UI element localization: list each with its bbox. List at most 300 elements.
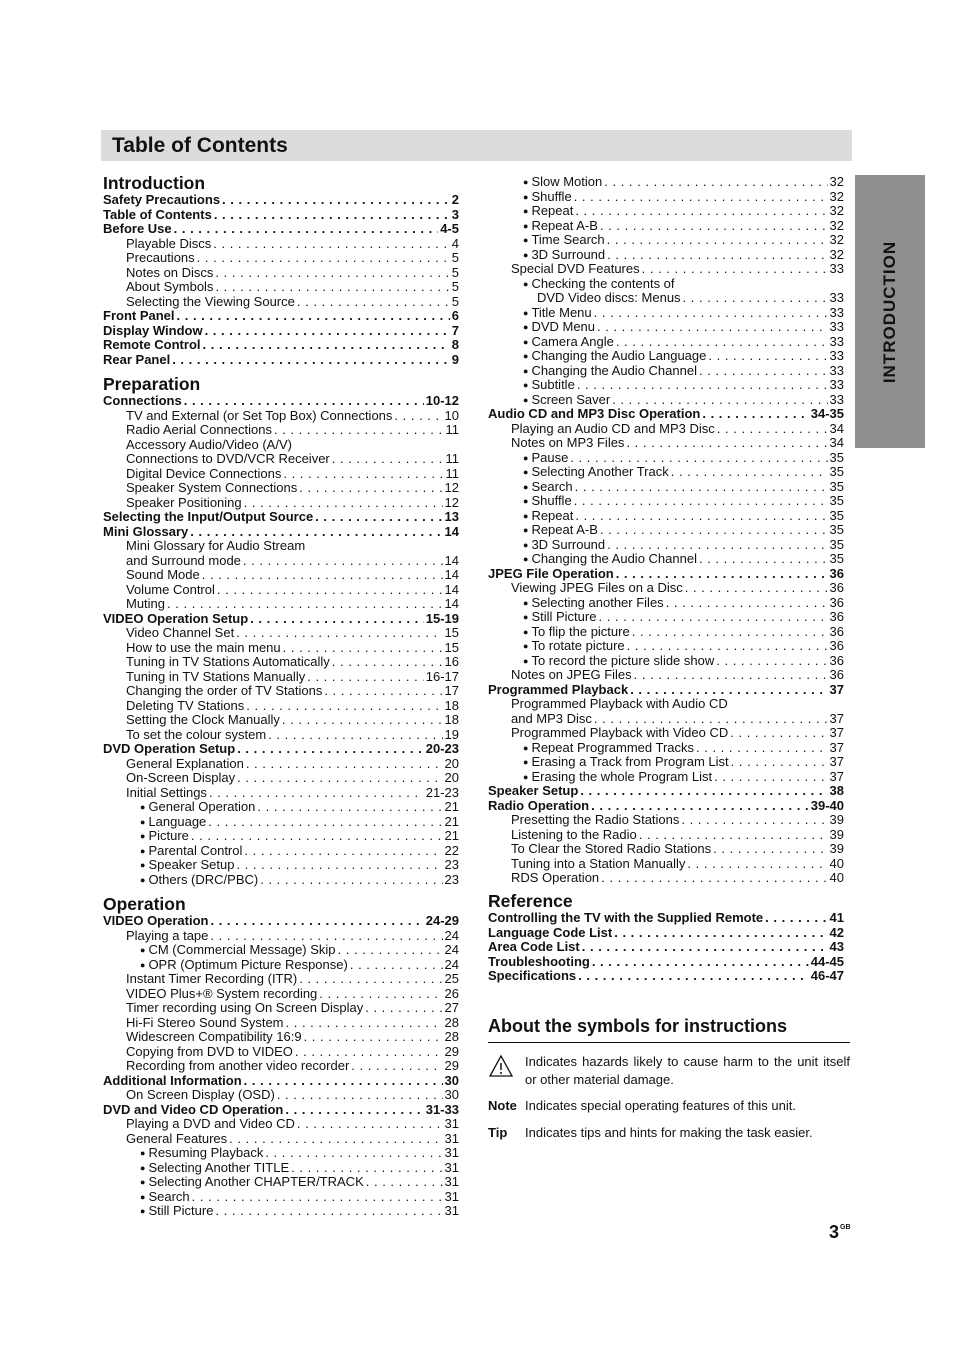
toc-entry-page: 34	[829, 436, 844, 450]
toc-entry-page: 20	[444, 756, 459, 771]
dot-leader	[192, 1190, 443, 1205]
toc-entry	[103, 539, 459, 554]
toc-entry-page: 28	[444, 1030, 459, 1044]
dot-leader	[197, 251, 450, 266]
toc-entry	[488, 726, 844, 741]
toc-entry	[103, 568, 459, 583]
toc-entry-label: Mini Glossary	[103, 524, 189, 539]
toc-entry-page: 31	[444, 1146, 459, 1160]
toc-entry-page: 21	[444, 829, 459, 843]
toc-entry-page: 21	[444, 800, 459, 814]
toc-entry-page: 24-29	[425, 914, 459, 928]
toc-entry	[103, 844, 459, 859]
toc-entry-label: ● Selecting another Files	[523, 596, 664, 611]
dot-leader	[575, 509, 827, 524]
toc-entry-label: Notes on MP3 Files	[511, 436, 625, 450]
toc-entry	[103, 394, 459, 409]
toc-entry	[488, 567, 844, 582]
dot-leader	[285, 1103, 423, 1118]
toc-entry	[488, 654, 844, 669]
dot-leader	[394, 409, 442, 424]
toc-entry	[488, 969, 844, 984]
toc-entry-label: ● Speaker Setup	[140, 858, 234, 873]
toc-entry-label: and Surround mode	[126, 553, 241, 568]
toc-entry-label: Programmed Playback with Audio CD	[511, 697, 728, 711]
dot-leader	[297, 295, 450, 310]
dot-leader	[282, 713, 443, 728]
dot-leader	[236, 858, 442, 873]
toc-entry	[488, 436, 844, 451]
dot-leader	[209, 786, 424, 801]
toc-entry	[103, 786, 459, 801]
page-title: Table of Contents	[112, 134, 288, 157]
toc-entry-page: 12	[444, 481, 459, 495]
dot-leader	[614, 926, 827, 941]
page-number-value: 3	[829, 1222, 840, 1242]
toc-entry-page: 36	[829, 668, 844, 682]
toc-entry	[103, 324, 459, 339]
dot-leader	[594, 712, 828, 727]
toc-entry-page: 31-33	[425, 1102, 459, 1117]
toc-entry-page: 9	[451, 352, 459, 367]
toc-entry	[103, 237, 459, 252]
dot-leader	[210, 914, 423, 929]
toc-entry-page: 14	[444, 524, 459, 539]
side-tab-label: INTRODUCTION	[880, 240, 899, 383]
dot-leader	[304, 1030, 443, 1045]
toc-entry-label: Programmed Playback	[488, 682, 629, 697]
toc-entry-label: ● Selecting Another TITLE	[140, 1161, 289, 1176]
toc-entry	[103, 684, 459, 699]
toc-entry-label: ● To rotate picture	[523, 639, 625, 654]
toc-entry-page: 33	[829, 320, 844, 334]
toc-entry	[488, 955, 844, 970]
toc-entry-page: 42	[829, 925, 844, 940]
dot-leader	[297, 1117, 443, 1132]
toc-entry	[103, 525, 459, 540]
toc-entry-page: 5	[451, 294, 459, 309]
toc-entry-label: ● Time Search	[523, 233, 605, 248]
dot-leader	[250, 612, 424, 627]
toc-entry-page: 31	[444, 1131, 459, 1146]
toc-entry-label: JPEG File Operation	[488, 566, 614, 581]
dot-leader	[217, 583, 443, 598]
toc-entry-page: 39	[829, 813, 844, 827]
toc-entry-label: ● Repeat	[523, 509, 573, 524]
toc-entry-page: 39-40	[810, 798, 844, 813]
toc-entry	[488, 219, 844, 234]
toc-entry-page: 24	[444, 943, 459, 957]
dot-leader	[685, 581, 828, 596]
toc-entry-page: 4-5	[440, 222, 459, 236]
toc-entry-label: Precautions	[126, 251, 195, 265]
toc-entry	[103, 222, 459, 237]
dot-leader	[765, 911, 827, 926]
dot-leader	[299, 972, 442, 987]
toc-entry	[488, 697, 844, 712]
toc-entry-page: 35	[829, 552, 844, 566]
toc-entry-label: Radio Aerial Connections	[126, 423, 272, 437]
toc-entry-page: 15	[444, 640, 459, 655]
dot-leader	[730, 726, 827, 741]
toc-entry	[103, 353, 459, 368]
dot-leader	[257, 800, 442, 815]
toc-entry-label: Changing the order of TV Stations	[126, 684, 323, 698]
dot-leader	[580, 784, 827, 799]
dot-leader	[577, 378, 828, 393]
toc-entry-page: 35	[829, 450, 844, 465]
toc-entry-page: 20	[444, 771, 459, 785]
dot-leader	[244, 496, 443, 511]
toc-entry-label: Connections	[103, 394, 182, 408]
toc-entry	[103, 873, 459, 888]
toc-entry-page: 35	[829, 508, 844, 523]
toc-entry-label: General Features	[126, 1131, 228, 1146]
toc-entry-label: Playing an Audio CD and MP3 Disc	[511, 421, 715, 436]
toc-entry-page: 4	[451, 236, 459, 251]
toc-entry-page: 34-35	[810, 407, 844, 421]
toc-entry-label: Connections to DVD/VCR Receiver	[126, 452, 330, 466]
toc-entry-label: ● Erasing the whole Program List	[523, 770, 712, 785]
toc-entry-page: 15	[444, 626, 459, 640]
toc-entry-label: ● Camera Angle	[523, 335, 614, 350]
toc-entry	[103, 626, 459, 641]
toc-entry-page: 18	[444, 713, 459, 727]
toc-entry-page: 20-23	[425, 742, 459, 756]
toc-entry-label: ● Still Picture	[140, 1204, 213, 1219]
toc-entry-page: 27	[444, 1001, 459, 1015]
dot-leader	[243, 554, 443, 569]
toc-entry-page: 32	[829, 175, 844, 189]
toc-entry-label: General Explanation	[126, 756, 244, 771]
toc-section	[103, 173, 459, 367]
dot-leader	[315, 510, 442, 525]
dot-leader	[268, 728, 442, 743]
toc-entry-label: ● Changing the Audio Language	[523, 349, 706, 364]
toc-entry-label: Sound Mode	[126, 568, 200, 582]
toc-entry	[488, 422, 844, 437]
toc-entry-label: ● Repeat A-B	[523, 219, 598, 234]
dot-leader	[592, 955, 809, 970]
toc-entry	[488, 248, 844, 263]
toc-entry	[488, 349, 844, 364]
toc-entry-label: ● Slow Motion	[523, 175, 602, 190]
toc-section	[103, 894, 459, 1219]
toc-entry-page: 32	[829, 189, 844, 204]
dot-leader	[277, 1088, 443, 1103]
dot-leader	[291, 1161, 442, 1176]
dot-leader	[246, 699, 442, 714]
dot-leader	[229, 1132, 442, 1147]
toc-entry	[488, 581, 844, 596]
toc-entry-page: 35	[829, 494, 844, 508]
toc-entry-label: DVD and Video CD Operation	[103, 1102, 284, 1117]
section-heading: Operation	[103, 894, 186, 914]
toc-entry-label: Notes on JPEG Files	[511, 668, 632, 682]
toc-entry-page: 43	[829, 940, 844, 954]
toc-entry-label: Volume Control	[126, 582, 215, 597]
toc-entry-page: 29	[444, 1044, 459, 1059]
tip-text: Indicates tips and hints for making the task easier.	[525, 1125, 813, 1140]
toc-entry	[488, 610, 844, 625]
toc-entry-label: Deleting TV Stations	[126, 698, 245, 713]
toc-entry-label: ● Still Picture	[523, 610, 596, 625]
toc-entry-label: Remote Control	[103, 338, 201, 352]
toc-entry-label: ● CM (Commercial Message) Skip	[140, 943, 336, 958]
toc-entry	[103, 251, 459, 266]
toc-entry	[488, 741, 844, 756]
toc-entry	[103, 1059, 459, 1074]
dot-leader	[244, 844, 442, 859]
toc-entry	[488, 320, 844, 335]
dot-leader	[332, 452, 444, 467]
dot-leader	[598, 610, 827, 625]
toc-entry-label: ● Pause	[523, 451, 568, 466]
toc-entry-page: 25	[444, 972, 459, 986]
toc-entry	[488, 828, 844, 843]
toc-entry	[488, 842, 844, 857]
toc-entry-label: Specifications	[488, 969, 577, 983]
toc-entry-label: DVD Video discs: Menus	[537, 291, 681, 305]
toc-entry-page: 33	[829, 305, 844, 320]
toc-entry-label: Selecting the Input/Output Source	[103, 510, 314, 524]
toc-entry-page: 5	[451, 265, 459, 280]
toc-entry	[488, 712, 844, 727]
toc-entry	[103, 193, 459, 208]
toc-entry-label: Digital Device Connections	[126, 466, 282, 481]
toc-entry-label: Recording from another video recorder	[126, 1059, 350, 1073]
toc-entry	[103, 1016, 459, 1031]
toc-entry	[488, 940, 844, 955]
toc-entry-label: Tuning in TV Stations Manually	[126, 669, 306, 684]
dot-leader	[184, 394, 424, 409]
dot-leader	[582, 940, 828, 955]
toc-entry	[103, 699, 459, 714]
toc-entry-label: ● Selecting Another CHAPTER/TRACK	[140, 1175, 364, 1190]
dot-leader	[574, 494, 828, 509]
toc-entry	[488, 335, 844, 350]
toc-entry-label: Muting	[126, 597, 166, 611]
dot-leader	[607, 233, 828, 248]
toc-entry-page: 5	[451, 251, 459, 265]
toc-entry	[103, 208, 459, 223]
dot-leader	[214, 208, 450, 223]
toc-entry	[488, 277, 844, 292]
toc-entry	[103, 858, 459, 873]
toc-entry-page: 37	[829, 740, 844, 755]
toc-entry-page: 33	[829, 378, 844, 392]
dot-leader	[332, 655, 443, 670]
dot-leader	[338, 943, 443, 958]
toc-entry-label: ● Others (DRC/PBC)	[140, 873, 258, 888]
toc-entry-label: Display Window	[103, 323, 203, 338]
dot-leader	[237, 771, 442, 786]
toc-entry-label: ● To flip the picture	[523, 625, 630, 640]
toc-entry-label: ● DVD Menu	[523, 320, 595, 335]
toc-entry-label: ● 3D Surround	[523, 538, 605, 553]
toc-entry-label: Audio CD and MP3 Disc Operation	[488, 407, 701, 421]
dot-leader	[607, 538, 827, 553]
toc-entry	[488, 451, 844, 466]
toc-entry-page: 19	[444, 727, 459, 742]
note-key: Note	[488, 1098, 517, 1113]
dot-leader	[307, 539, 457, 554]
toc-entry-page: 40	[829, 871, 844, 885]
toc-entry-label: ● OPR (Optimum Picture Response)	[140, 958, 348, 973]
toc-entry-page: 37	[829, 682, 844, 697]
toc-entry	[103, 1175, 459, 1190]
toc-entry-label: VIDEO Operation Setup	[103, 611, 249, 626]
toc-entry-label: Speaker Positioning	[126, 495, 242, 510]
toc-entry	[488, 596, 844, 611]
dot-leader	[666, 596, 828, 611]
dot-leader	[190, 525, 442, 540]
toc-entry-label: ● Repeat Programmed Tracks	[523, 741, 694, 756]
toc-entry-label: Tuning in TV Stations Automatically	[126, 655, 330, 669]
toc-entry	[488, 233, 844, 248]
toc-entry	[103, 914, 459, 929]
dot-leader	[294, 438, 457, 453]
toc-entry-page: 37	[829, 711, 844, 726]
toc-entry	[103, 757, 459, 772]
toc-entry	[488, 668, 844, 683]
toc-entry-label: ● Repeat A-B	[523, 523, 598, 538]
toc-entry	[103, 1117, 459, 1132]
section-heading: Preparation	[103, 374, 201, 394]
toc-entry	[488, 306, 844, 321]
toc-entry	[488, 770, 844, 785]
toc-entry	[103, 510, 459, 525]
toc-entry-page: 32	[829, 204, 844, 218]
toc-entry-label: Viewing JPEG Files on a Disc	[511, 581, 683, 595]
toc-entry-label: Widescreen Compatibility 16:9	[126, 1030, 302, 1044]
dot-leader	[591, 799, 809, 814]
toc-entry	[103, 309, 459, 324]
toc-left-column	[103, 173, 459, 1226]
toc-entry-page: 16	[444, 655, 459, 669]
toc-section	[103, 374, 459, 887]
dot-leader	[208, 815, 442, 830]
toc-entry-label: ● Resuming Playback	[140, 1146, 263, 1161]
toc-entry	[103, 1088, 459, 1103]
note-row	[488, 1097, 850, 1115]
toc-entry	[488, 393, 844, 408]
toc-entry	[103, 438, 459, 453]
toc-entry-label: Rear Panel	[103, 352, 171, 367]
dot-leader	[366, 1175, 443, 1190]
toc-entry	[103, 266, 459, 281]
toc-entry-page: 33	[829, 334, 844, 349]
dot-leader	[210, 929, 442, 944]
toc-entry	[488, 190, 844, 205]
toc-entry-label: ● Search	[523, 480, 573, 495]
toc-entry	[103, 1103, 459, 1118]
toc-entry-label: Language Code List	[488, 925, 613, 940]
toc-entry-page: 22	[444, 843, 459, 858]
toc-entry	[103, 583, 459, 598]
toc-entry-page: 14	[444, 553, 459, 568]
dot-leader	[594, 306, 828, 321]
toc-entry-page: 21	[444, 814, 459, 829]
toc-entry-page: 11	[445, 452, 459, 466]
toc-entry-label: Accessory Audio/Video (A/V)	[126, 437, 292, 452]
toc-entry	[488, 175, 844, 190]
toc-entry	[103, 829, 459, 844]
dot-leader	[575, 480, 828, 495]
toc-entry	[103, 771, 459, 786]
toc-entry-page: 2	[451, 193, 459, 207]
dot-leader	[205, 324, 450, 339]
toc-entry-page: 14	[444, 582, 459, 597]
dot-leader	[716, 654, 827, 669]
dot-leader	[642, 262, 828, 277]
toc-entry-label: Radio Operation	[488, 798, 590, 813]
toc-entry	[103, 496, 459, 511]
toc-entry-page: 44-45	[810, 954, 844, 969]
dot-leader	[574, 190, 828, 205]
toc-entry-page: 7	[451, 323, 459, 338]
toc-entry-label: ● Title Menu	[523, 306, 592, 321]
toc-entry-page: 31	[444, 1175, 459, 1189]
toc-entry-label: ● Changing the Audio Channel	[523, 552, 697, 567]
toc-entry-page: 37	[829, 769, 844, 784]
toc-entry-page: 34	[829, 421, 844, 436]
dot-leader	[677, 277, 842, 292]
toc-entry	[103, 1204, 459, 1219]
toc-entry-page: 35	[829, 523, 844, 537]
toc-entry-page: 15-19	[425, 611, 459, 626]
toc-entry-page: 39	[829, 842, 844, 856]
toc-entry-label: On-Screen Display	[126, 771, 236, 785]
toc-entry	[103, 554, 459, 569]
toc-entry-label: Presetting the Radio Stations	[511, 813, 680, 827]
dot-leader	[731, 755, 828, 770]
toc-entry	[488, 552, 844, 567]
toc-entry	[488, 291, 844, 306]
toc-entry	[103, 467, 459, 482]
dot-leader	[299, 481, 442, 496]
toc-entry-label: ● Parental Control	[140, 844, 242, 859]
toc-entry-page: 35	[829, 465, 844, 479]
toc-entry	[103, 423, 459, 438]
toc-entry-label: Additional Information	[103, 1073, 242, 1088]
toc-entry	[103, 1045, 459, 1060]
dot-leader	[174, 222, 439, 237]
toc-entry-page: 35	[829, 479, 844, 494]
toc-entry-page: 10	[444, 408, 459, 423]
dot-leader	[215, 266, 449, 281]
toc-entry-page: 39	[829, 827, 844, 842]
toc-entry-label: Area Code List	[488, 940, 580, 954]
dot-leader	[612, 393, 827, 408]
dot-leader	[167, 597, 443, 612]
toc-entry-label: Notes on Discs	[126, 265, 214, 280]
toc-entry-page: 32	[829, 247, 844, 262]
toc-entry-page: 33	[829, 363, 844, 378]
dot-leader	[681, 813, 827, 828]
toc-entry-label: How to use the main menu	[126, 640, 281, 655]
dot-leader	[616, 567, 828, 582]
toc-entry-page: 28	[444, 1015, 459, 1030]
toc-entry-page: 14	[444, 568, 459, 582]
toc-entry-label: ● To record the picture slide show	[523, 654, 714, 669]
dot-leader	[283, 467, 443, 482]
section-side-tab	[855, 175, 925, 448]
toc-entry	[488, 799, 844, 814]
dot-leader	[177, 309, 450, 324]
toc-entry	[103, 1161, 459, 1176]
toc-entry-page: 32	[829, 218, 844, 233]
